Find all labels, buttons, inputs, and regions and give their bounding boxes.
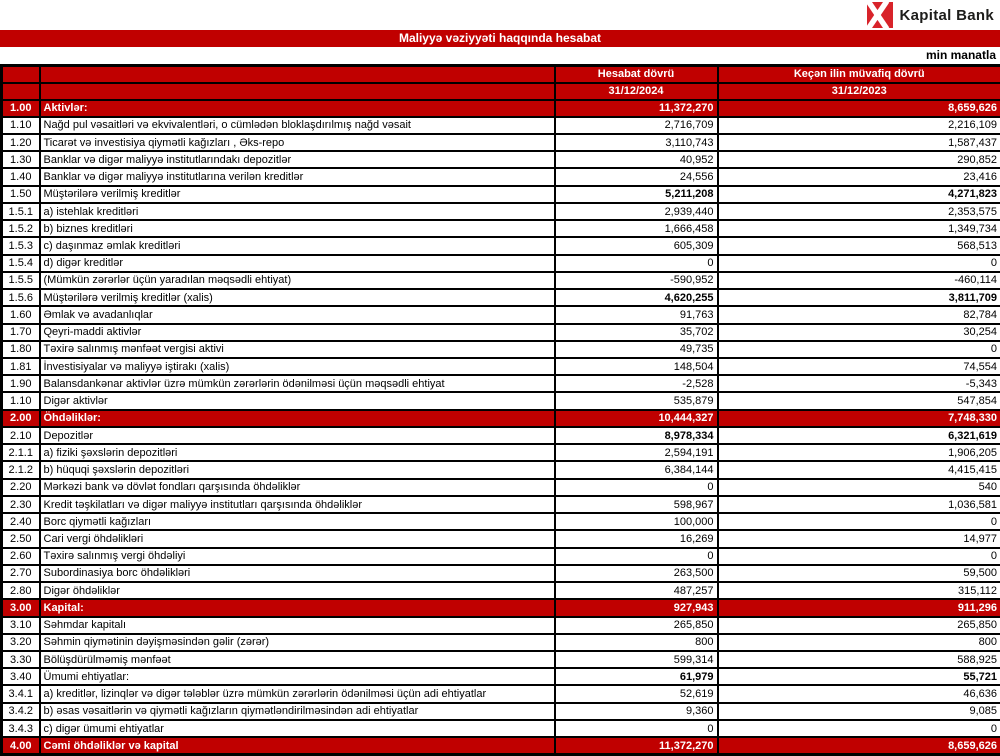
header-row-period-dates [2,83,1000,100]
row-label: Balansdankənar aktivlər üzrə mümkün zərərlərin ödənilməsi üçün məqsədli ehtiyat [40,375,555,392]
table-row [2,151,1000,168]
header-logo-row [0,0,1000,30]
header-empty-label2 [40,83,555,100]
row-label: Cari vergi öhdəlikləri [40,530,555,547]
row-number: 2.00 [2,410,40,427]
row-number: 1.5.4 [2,255,40,272]
table-row [2,324,1000,341]
row-number: 2.10 [2,427,40,444]
value-prior-period: 4,415,415 [718,461,1000,478]
row-label: Aktivlər: [40,100,555,117]
row-number: 1.5.3 [2,237,40,254]
row-number: 2.60 [2,548,40,565]
value-prior-period: 0 [718,341,1000,358]
row-label: Səhmdar kapitalı [40,617,555,634]
value-current-period: 2,716,709 [555,117,718,134]
value-current-period: 6,384,144 [555,461,718,478]
value-prior-period: 7,748,330 [718,410,1000,427]
row-number: 1.30 [2,151,40,168]
header-row-period-labels [2,66,1000,83]
row-number: 1.10 [2,117,40,134]
value-prior-period: 2,216,109 [718,117,1000,134]
row-label: Cəmi öhdəliklər və kapital [40,737,555,754]
row-label: Qeyri-maddi aktivlər [40,324,555,341]
value-current-period: 4,620,255 [555,289,718,306]
row-number: 1.5.6 [2,289,40,306]
value-prior-period: 30,254 [718,324,1000,341]
row-number: 3.40 [2,668,40,685]
row-label: Banklar və digər maliyyə institutlarındakı depozitlər [40,151,555,168]
value-current-period: 605,309 [555,237,718,254]
value-prior-period: 46,636 [718,685,1000,702]
row-label: İnvestisiyalar və maliyyə iştirakı (xalis) [40,358,555,375]
value-current-period: -590,952 [555,272,718,289]
value-prior-period: 315,112 [718,582,1000,599]
header-empty-label [40,66,555,83]
value-prior-period: 540 [718,479,1000,496]
row-number: 1.50 [2,186,40,203]
table-row [2,100,1000,117]
value-prior-period: 547,854 [718,392,1000,409]
row-number: 3.30 [2,651,40,668]
row-number: 2.50 [2,530,40,547]
value-current-period: 927,943 [555,599,718,616]
value-current-period: 2,939,440 [555,203,718,220]
row-number: 3.4.1 [2,685,40,702]
row-label: c) daşınmaz əmlak kreditləri [40,237,555,254]
financial-position-table [0,64,1000,756]
value-current-period: 49,735 [555,341,718,358]
row-label: Kapital: [40,599,555,616]
value-prior-period: 14,977 [718,530,1000,547]
row-label: a) istehlak kreditləri [40,203,555,220]
value-current-period: 0 [555,255,718,272]
table-row [2,530,1000,547]
row-number: 1.5.2 [2,220,40,237]
value-prior-period: 2,353,575 [718,203,1000,220]
table-row [2,496,1000,513]
row-label: Digər aktivlər [40,392,555,409]
table-row [2,703,1000,720]
value-prior-period: 0 [718,513,1000,530]
row-number: 4.00 [2,737,40,754]
header-prior-period-label: Keçən ilin müvafiq dövrü [718,66,1000,83]
table-row [2,289,1000,306]
table-row [2,737,1000,754]
table-row [2,427,1000,444]
value-current-period: 11,372,270 [555,100,718,117]
table-row [2,220,1000,237]
row-label: Ümumi ehtiyatlar: [40,668,555,685]
row-label: Bölüşdürülməmiş mənfəət [40,651,555,668]
header-empty-no [2,66,40,83]
unit-note: min manatla [925,48,996,62]
value-prior-period: 82,784 [718,306,1000,323]
value-prior-period: 3,811,709 [718,289,1000,306]
value-prior-period: 8,659,626 [718,100,1000,117]
row-label: Öhdəliklər: [40,410,555,427]
row-label: Kredit təşkilatları və digər maliyyə institutları qarşısında öhdəliklər [40,496,555,513]
table-row [2,720,1000,737]
table-row [2,272,1000,289]
value-prior-period: 74,554 [718,358,1000,375]
table-row [2,634,1000,651]
row-label: Əmlak və avadanlıqlar [40,306,555,323]
row-label: Təxirə salınmış vergi öhdəliyi [40,548,555,565]
table-row [2,548,1000,565]
row-label: Banklar və digər maliyyə institutlarına verilən kreditlər [40,168,555,185]
value-current-period: 52,619 [555,685,718,702]
logo-text: Kapital Bank [899,6,994,24]
table-row [2,479,1000,496]
value-prior-period: 0 [718,255,1000,272]
table-row [2,203,1000,220]
row-number: 2.20 [2,479,40,496]
value-prior-period: 0 [718,548,1000,565]
table-row [2,341,1000,358]
value-prior-period: 1,906,205 [718,444,1000,461]
value-current-period: 263,500 [555,565,718,582]
row-number: 1.60 [2,306,40,323]
value-prior-period: 4,271,823 [718,186,1000,203]
row-number: 3.4.2 [2,703,40,720]
table-row [2,237,1000,254]
value-prior-period: 8,659,626 [718,737,1000,754]
row-label: Təxirə salınmış mənfəət vergisi aktivi [40,341,555,358]
row-number: 3.4.3 [2,720,40,737]
row-label: Müştərilərə verilmiş kreditlər [40,186,555,203]
row-number: 2.70 [2,565,40,582]
value-current-period: 148,504 [555,358,718,375]
row-number: 1.10 [2,392,40,409]
row-label: Mərkəzi bank və dövlət fondları qarşısında öhdəliklər [40,479,555,496]
value-current-period: 91,763 [555,306,718,323]
value-current-period: 1,666,458 [555,220,718,237]
row-label: b) hüquqi şəxslərin depozitləri [40,461,555,478]
row-number: 3.00 [2,599,40,616]
header-current-period-label: Hesabat dövrü [555,66,718,83]
table-row [2,513,1000,530]
row-number: 2.80 [2,582,40,599]
row-number: 2.40 [2,513,40,530]
value-current-period: 599,314 [555,651,718,668]
row-label: a) kreditlər, lizinqlər və digər tələblər üzrə mümkün zərərlərin ödənilməsi üçün adi ehtiyatlar [40,685,555,702]
value-current-period: 10,444,327 [555,410,718,427]
table-body [2,100,1000,755]
row-label: Depozitlər [40,427,555,444]
value-current-period: 487,257 [555,582,718,599]
row-number: 1.00 [2,100,40,117]
header-empty-no2 [2,83,40,100]
value-current-period: 100,000 [555,513,718,530]
value-prior-period: 1,587,437 [718,134,1000,151]
row-label: d) digər kreditlər [40,255,555,272]
row-label: b) biznes kreditləri [40,220,555,237]
value-current-period: 0 [555,548,718,565]
value-prior-period: 0 [718,720,1000,737]
table-row [2,255,1000,272]
value-current-period: 535,879 [555,392,718,409]
value-prior-period: 588,925 [718,651,1000,668]
value-prior-period: -460,114 [718,272,1000,289]
value-current-period: 24,556 [555,168,718,185]
value-prior-period: 6,321,619 [718,427,1000,444]
value-current-period: 598,967 [555,496,718,513]
table-row [2,168,1000,185]
table-row [2,617,1000,634]
row-number: 1.5.5 [2,272,40,289]
row-number: 1.90 [2,375,40,392]
table-row [2,599,1000,616]
row-label: Subordinasiya borc öhdəlikləri [40,565,555,582]
row-number: 1.20 [2,134,40,151]
value-current-period: 11,372,270 [555,737,718,754]
table-row [2,358,1000,375]
value-prior-period: -5,343 [718,375,1000,392]
value-prior-period: 1,036,581 [718,496,1000,513]
row-label: Nağd pul vəsaitləri və ekvivalentləri, o cümlədən bloklaşdırılmış nağd vəsait [40,117,555,134]
value-current-period: 9,360 [555,703,718,720]
row-number: 2.30 [2,496,40,513]
value-prior-period: 800 [718,634,1000,651]
value-prior-period: 568,513 [718,237,1000,254]
value-prior-period: 290,852 [718,151,1000,168]
value-prior-period: 23,416 [718,168,1000,185]
value-current-period: 0 [555,479,718,496]
row-number: 3.20 [2,634,40,651]
value-current-period: 3,110,743 [555,134,718,151]
header-current-period-date: 31/12/2024 [555,83,718,100]
value-current-period: 5,211,208 [555,186,718,203]
header-prior-period-date: 31/12/2023 [718,83,1000,100]
value-current-period: -2,528 [555,375,718,392]
kapitalbank-logo [867,2,994,28]
row-label: Borc qiymətli kağızları [40,513,555,530]
value-current-period: 16,269 [555,530,718,547]
value-current-period: 2,594,191 [555,444,718,461]
kapitalbank-x-icon [867,2,893,28]
table-row [2,444,1000,461]
table-row [2,461,1000,478]
table-row [2,134,1000,151]
row-number: 3.10 [2,617,40,634]
row-label: Ticarət və investisiya qiymətli kağızları , Əks-repo [40,134,555,151]
report-title: Maliyyə vəziyyəti haqqında hesabat [398,31,602,45]
row-label: Müştərilərə verilmiş kreditlər (xalis) [40,289,555,306]
value-current-period: 265,850 [555,617,718,634]
row-number: 2.1.1 [2,444,40,461]
table-row [2,582,1000,599]
table-row [2,392,1000,409]
value-current-period: 40,952 [555,151,718,168]
report-title-banner [0,30,1000,47]
value-current-period: 35,702 [555,324,718,341]
row-label: c) digər ümumi ehtiyatlar [40,720,555,737]
value-prior-period: 59,500 [718,565,1000,582]
value-current-period: 800 [555,634,718,651]
row-number: 1.80 [2,341,40,358]
row-label: b) əsas vəsaitlərin və qiymətli kağızların qiymətləndirilməsindən adi ehtiyatlar [40,703,555,720]
value-prior-period: 55,721 [718,668,1000,685]
table-row [2,668,1000,685]
row-label: Səhmin qiymətinin dəyişməsindən gəlir (zərər) [40,634,555,651]
table-row [2,375,1000,392]
table-row [2,186,1000,203]
value-prior-period: 1,349,734 [718,220,1000,237]
value-prior-period: 911,296 [718,599,1000,616]
table-row [2,651,1000,668]
row-label: a) fiziki şəxslərin depozitləri [40,444,555,461]
table-row [2,117,1000,134]
row-number: 1.70 [2,324,40,341]
table-row [2,685,1000,702]
row-label: (Mümkün zərərlər üçün yaradılan məqsədli ehtiyat) [40,272,555,289]
value-current-period: 8,978,334 [555,427,718,444]
row-number: 1.81 [2,358,40,375]
row-number: 2.1.2 [2,461,40,478]
value-current-period: 0 [555,720,718,737]
table-row [2,410,1000,427]
value-prior-period: 9,085 [718,703,1000,720]
row-number: 1.40 [2,168,40,185]
row-label: Digər öhdəliklər [40,582,555,599]
value-prior-period: 265,850 [718,617,1000,634]
table-row [2,306,1000,323]
row-number: 1.5.1 [2,203,40,220]
value-current-period: 61,979 [555,668,718,685]
table-row [2,565,1000,582]
